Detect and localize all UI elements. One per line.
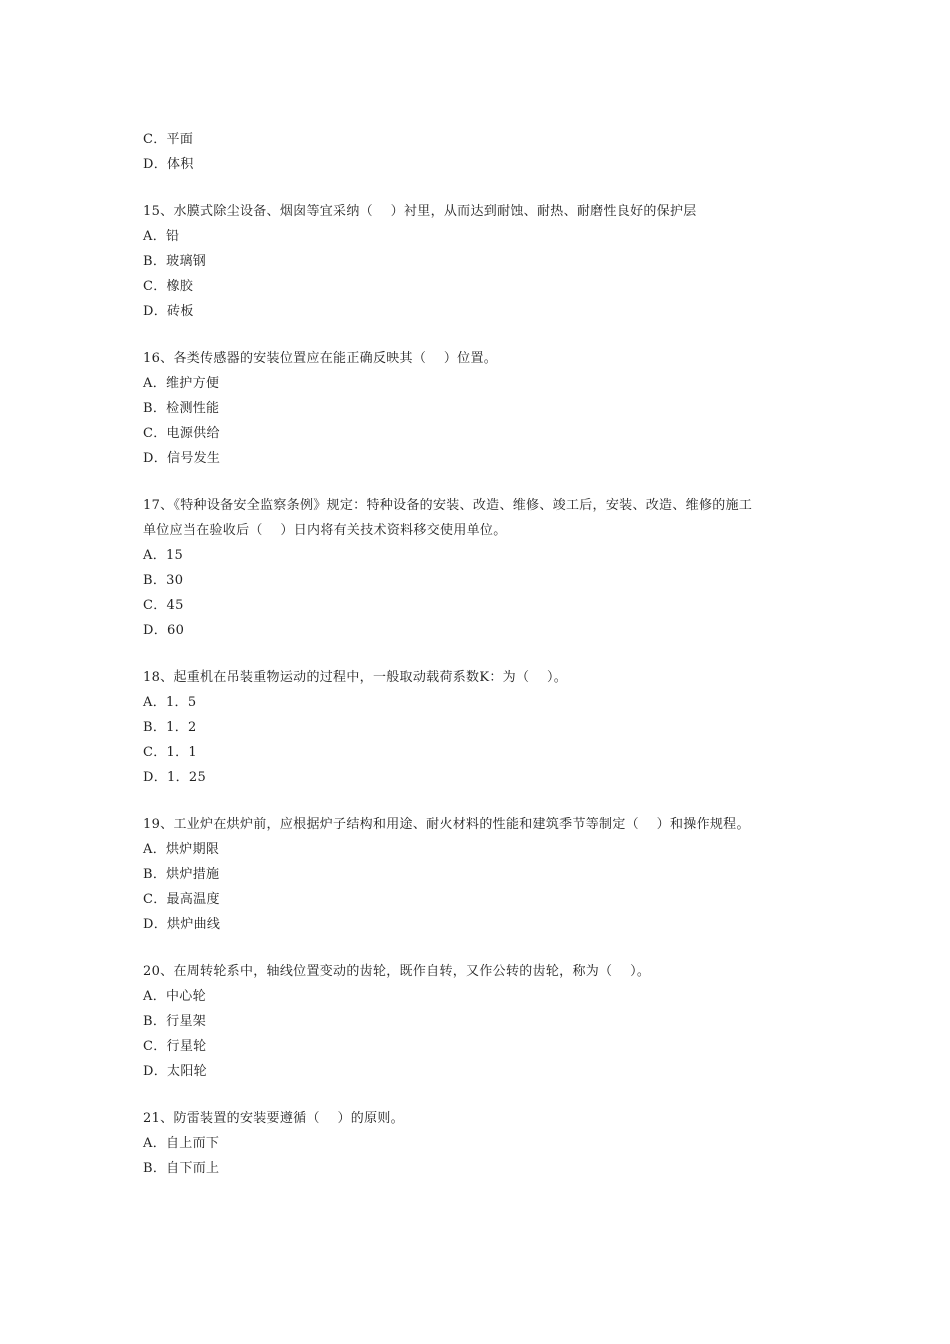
question-stem-continued: 单位应当在验收后（ ）日内将有关技术资料移交使用单位。 (143, 523, 507, 538)
option-a: A．维护方便 (143, 376, 220, 391)
option-d: D．60 (143, 623, 185, 638)
question-stem: 15、水膜式除尘设备、烟囱等宜采纳（ ）衬里，从而达到耐蚀、耐热、耐磨性良好的保护层 (143, 204, 697, 219)
option-d: D．信号发生 (143, 451, 221, 466)
option-a: A．中心轮 (143, 989, 206, 1004)
option-c: C．行星轮 (143, 1039, 207, 1054)
option-c: C．电源供给 (143, 426, 220, 441)
option-d: D．烘炉曲线 (143, 917, 221, 932)
question-stem: 17、《特种设备安全监察条例》规定：特种设备的安装、改造、维修、竣工后，安装、改造、维修的施工 (143, 498, 753, 513)
option-d: D．体积 (143, 157, 194, 172)
option-b: B．烘炉措施 (143, 867, 220, 882)
option-d: D．1．25 (143, 770, 207, 785)
option-b: B．30 (143, 573, 184, 588)
option-c: C．45 (143, 598, 184, 613)
document-page (143, 127, 823, 1181)
question-15 (143, 199, 823, 324)
option-a: A．铅 (143, 229, 180, 244)
option-b: B．自下而上 (143, 1161, 220, 1176)
option-b: B．检测性能 (143, 401, 220, 416)
option-c: C．最高温度 (143, 892, 220, 907)
option-a: A．烘炉期限 (143, 842, 220, 857)
option-d: D．太阳轮 (143, 1064, 207, 1079)
question-14-continuation (143, 127, 823, 177)
question-20 (143, 959, 823, 1084)
question-stem: 18、起重机在吊装重物运动的过程中，一般取动载荷系数K：为（ ）。 (143, 670, 568, 685)
question-stem: 19、工业炉在烘炉前，应根据炉子结构和用途、耐火材料的性能和建筑季节等制定（ ）和操作规程。 (143, 817, 750, 832)
question-21 (143, 1106, 823, 1181)
question-stem: 20、在周转轮系中，轴线位置变动的齿轮，既作自转，又作公转的齿轮，称为（ ）。 (143, 964, 651, 979)
question-18 (143, 665, 823, 790)
option-a: A．自上而下 (143, 1136, 220, 1151)
option-c: C．平面 (143, 132, 194, 147)
question-stem: 16、各类传感器的安装位置应在能正确反映其（ ）位置。 (143, 351, 498, 366)
option-b: B．1．2 (143, 720, 197, 735)
question-17 (143, 493, 823, 643)
option-c: C．橡胶 (143, 279, 194, 294)
option-b: B．玻璃钢 (143, 254, 207, 269)
question-stem: 21、防雷装置的安装要遵循（ ）的原则。 (143, 1111, 404, 1126)
question-16 (143, 346, 823, 471)
option-c: C．1．1 (143, 745, 197, 760)
option-b: B．行星架 (143, 1014, 207, 1029)
option-d: D．砖板 (143, 304, 194, 319)
question-19 (143, 812, 823, 937)
option-a: A．15 (143, 548, 184, 563)
option-a: A．1．5 (143, 695, 197, 710)
